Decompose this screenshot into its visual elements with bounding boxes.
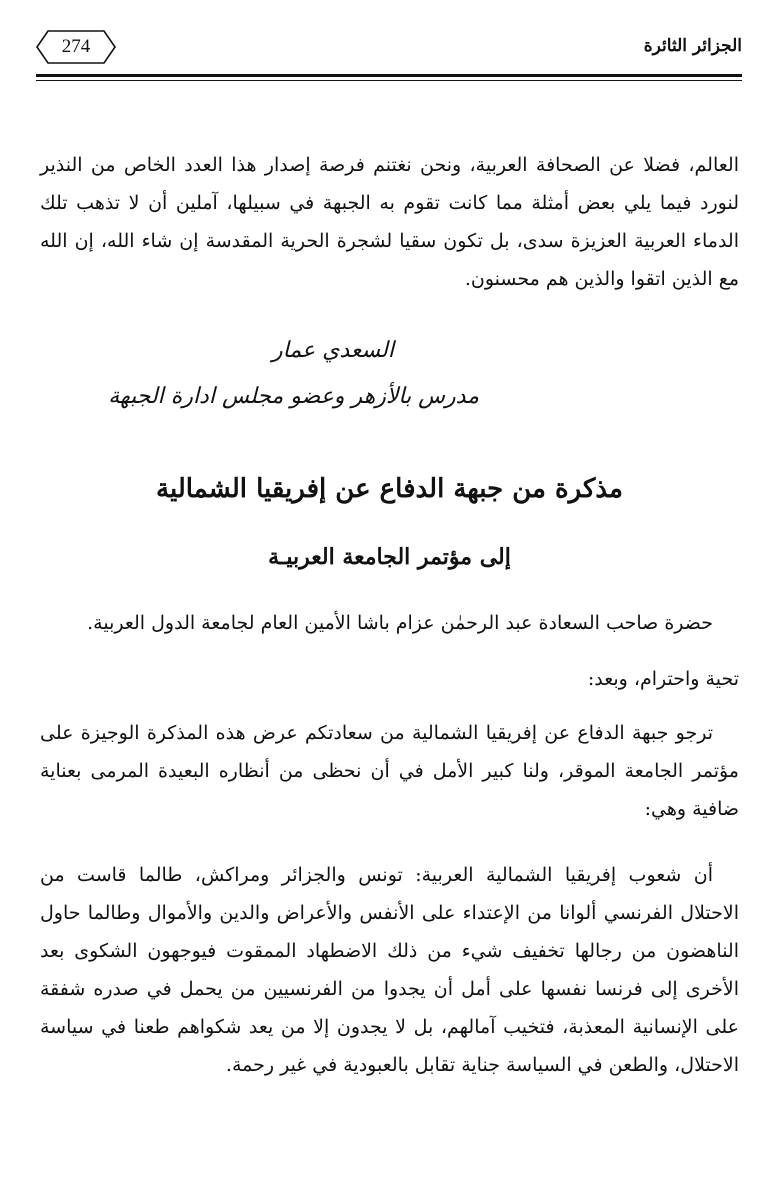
letter-greeting: تحية واحترام، وبعد: xyxy=(587,668,739,690)
running-header-title: الجزائر الثائرة xyxy=(643,36,742,56)
signature-name: السعدي عمار xyxy=(272,338,394,363)
opening-paragraph: العالم، فضلا عن الصحافة العربية، ونحن نغتنم فرصة إصدار هذا العدد الخاص من النذير لنورد فيما يلي بعض أمثلة مما كانت تقوم به الجبهة في سبيلها، آملين أن لا تذهب تلك الدماء العربية العزيزة سدى، بل تكون سقيا لشجرة الحرية المقدسة إن شاء الله، إن الله مع الذين اتقوا والذين هم محسنون. xyxy=(40,154,739,290)
signature-title: مدرس بالأزهر وعضو مجلس ادارة الجبهة xyxy=(108,384,479,409)
letter-address-text: حضرة صاحب السعادة عبد الرحمٰن عزام باشا الأمين العام لجامعة الدول العربية. xyxy=(87,612,713,634)
section-heading: مذكرة من جبهة الدفاع عن إفريقيا الشمالية xyxy=(156,474,623,504)
header-rule-thick xyxy=(36,74,742,77)
section-subheading: إلى مؤتمر الجامعة العربيـة xyxy=(268,544,511,570)
letter-intro-paragraph xyxy=(40,714,739,828)
letter-body-paragraph xyxy=(40,856,739,1084)
header-rule-thin xyxy=(36,80,742,81)
running-header xyxy=(36,30,742,72)
letter-address xyxy=(40,604,739,642)
page-number: 274 xyxy=(61,36,91,57)
letter-body-text: أن شعوب إفريقيا الشمالية العربية: تونس والجزائر ومراكش، طالما قاست من الاحتلال الفرنسي ألوانا من الإعتداء على الأنفس والأعراض والدين والأموال وطالما حاول الناهضون من رجالها تخفيف شيء من ذلك الاضطهاد الممقوت فيوجهون الشكوى بعد الأخرى إلى فرنسا نفسها على أمل أن يجدوا من الفرنسيين من يحمل في صدره شفقة على الإنسانية المعذبة، فتخيب آمالهم، بل لا يجدون إلا من يعد شكواهم طعنا في سياسة الاحتلال، والطعن في السياسة جناية تقابل بالعبودية في غير رحمة. xyxy=(40,864,739,1076)
letter-intro-text: ترجو جبهة الدفاع عن إفريقيا الشمالية من سعادتكم عرض هذه المذكرة الوجيزة على مؤتمر الجامعة الموقر، ولنا كبير الأمل في أن نحظى من أنظاره البعيدة المرمى بعناية ضافية وهي: xyxy=(40,722,739,820)
page-number-frame xyxy=(36,30,116,64)
